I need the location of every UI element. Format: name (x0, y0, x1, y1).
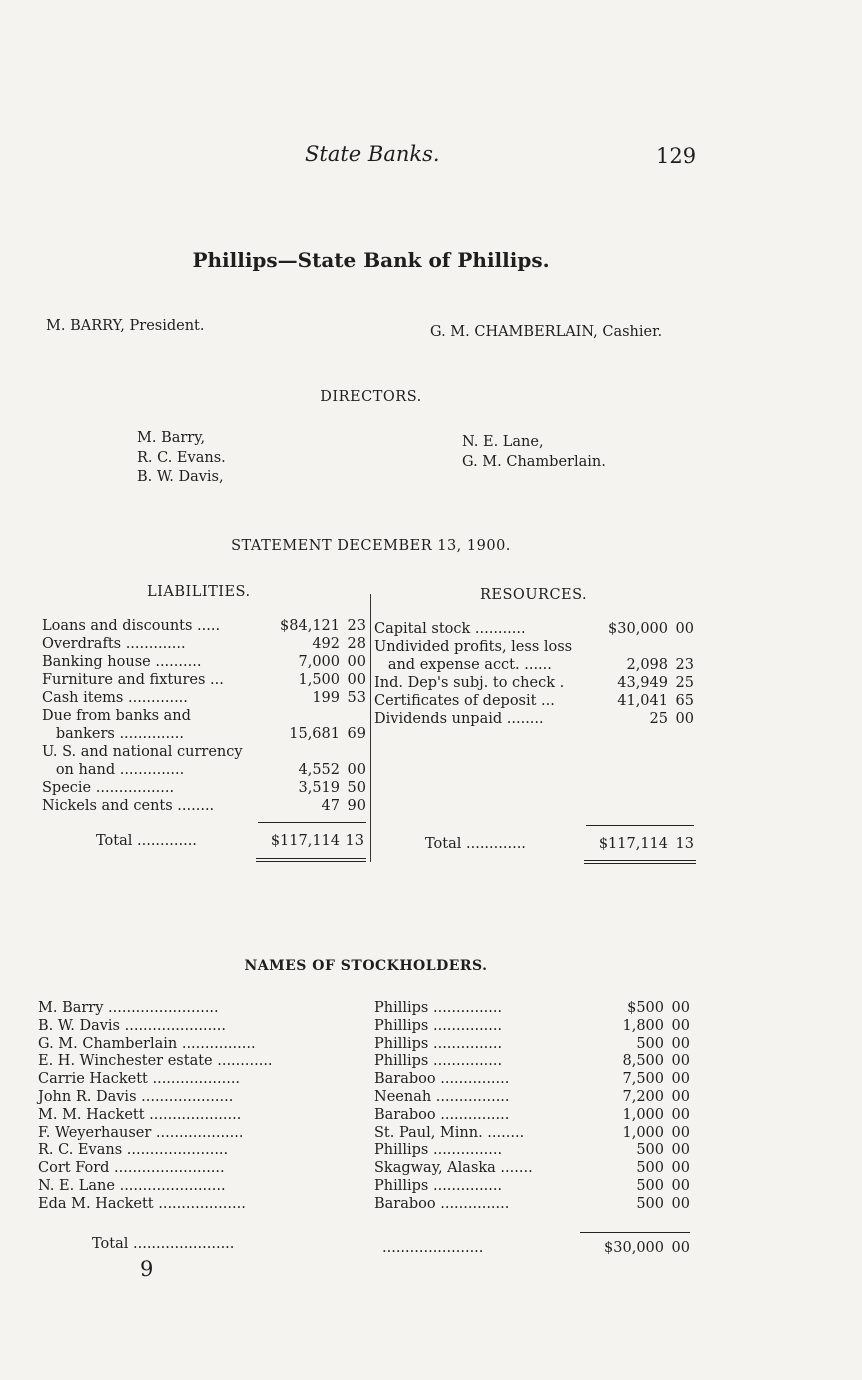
row-label: Nickels and cents ........ (42, 798, 215, 814)
table-row (374, 710, 696, 728)
row-cents: 25 (675, 675, 694, 691)
column-divider (370, 594, 371, 862)
liabilities-total-cents: 13 (345, 833, 364, 849)
resources-total-rule (586, 825, 694, 826)
row-label: U. S. and national currency (42, 744, 243, 760)
stockholder-name: M. Barry ........................ (38, 1000, 219, 1016)
stockholders-total-cents: 00 (671, 1240, 690, 1256)
table-row (374, 692, 696, 710)
stockholder-name: F. Weyerhauser ................... (38, 1124, 244, 1141)
cashier: G. M. CHAMBERLAIN, Cashier. (430, 324, 663, 340)
row-dollars: 4,552 (298, 762, 340, 778)
row-cents: 65 (675, 693, 694, 709)
table-row (42, 635, 368, 653)
resources-heading: RESOURCES. (480, 587, 588, 603)
director-left-2: R. C. Evans. (137, 450, 226, 466)
row-dollars: 492 (312, 636, 340, 652)
row-dollars: $84,121 (280, 618, 340, 634)
statement-title: STATEMENT DECEMBER 13, 1900. (231, 538, 511, 554)
row-label: Furniture and fixtures ... (42, 672, 224, 688)
stockholder-dollars: 1,000 (622, 1106, 664, 1123)
stockholder-cents: 00 (671, 1106, 690, 1123)
stockholder-cents: 00 (671, 1035, 690, 1052)
table-row (38, 1036, 694, 1054)
table-row (42, 707, 368, 725)
table-row (374, 674, 696, 692)
row-label: Overdrafts ............. (42, 636, 186, 652)
table-row (38, 1000, 694, 1018)
row-dollars: 3,519 (298, 780, 340, 796)
stockholder-cents: 00 (671, 1178, 690, 1194)
row-label: bankers .............. (42, 726, 184, 742)
stockholder-residence: Baraboo ............... (374, 1195, 510, 1212)
row-cents: 23 (347, 618, 366, 634)
stockholder-residence: St. Paul, Minn. ........ (374, 1124, 525, 1141)
signature-mark: 9 (140, 1257, 154, 1281)
stockholder-residence: Phillips ............... (374, 1053, 503, 1070)
stockholder-dollars: 500 (636, 1160, 664, 1177)
stockholder-name: B. W. Davis ...................... (38, 1017, 227, 1034)
liabilities-total-label: Total ............. (96, 833, 197, 849)
bank-title: Phillips—State Bank of Phillips. (192, 248, 550, 272)
stockholder-cents: 00 (671, 1053, 690, 1070)
stockholder-cents: 00 (671, 1124, 690, 1141)
stockholder-dollars: 8,500 (622, 1053, 664, 1070)
table-row (42, 779, 368, 797)
stockholder-dollars: 500 (636, 1035, 664, 1052)
stockholder-dollars: 500 (636, 1195, 664, 1212)
stockholder-cents: 00 (671, 1017, 690, 1034)
stockholders-heading: NAMES OF STOCKHOLDERS. (244, 958, 488, 974)
liabilities-heading: LIABILITIES. (147, 584, 251, 600)
table-row (38, 1142, 694, 1160)
stockholder-cents: 00 (671, 1071, 690, 1088)
row-label: Loans and discounts ..... (42, 618, 221, 634)
stockholder-dollars: 500 (636, 1142, 664, 1159)
resources-total-label: Total ............. (425, 836, 526, 852)
row-label: Certificates of deposit ... (374, 693, 555, 709)
stockholder-dollars: 1,800 (622, 1017, 664, 1034)
running-title: State Banks. (305, 142, 440, 166)
liabilities-total-rule (258, 822, 366, 823)
stockholder-residence: Phillips ............... (374, 1017, 503, 1034)
resources-total-cents: 13 (675, 836, 694, 852)
stockholder-residence: Neenah ................ (374, 1089, 510, 1105)
stockholder-name: Cort Ford ........................ (38, 1160, 225, 1177)
director-right-2: G. M. Chamberlain. (462, 454, 606, 470)
row-dollars: 47 (321, 798, 340, 814)
liabilities-total-double-rule (256, 858, 366, 862)
stockholder-residence: Phillips ............... (374, 1178, 503, 1194)
table-row (42, 725, 368, 743)
row-dollars: 1,500 (298, 672, 340, 688)
stockholder-residence: Phillips ............... (374, 1035, 503, 1052)
stockholder-residence: Baraboo ............... (374, 1071, 510, 1088)
director-left-3: B. W. Davis, (137, 469, 224, 485)
stockholder-residence: Skagway, Alaska ....... (374, 1160, 533, 1177)
row-dollars: 25 (649, 711, 668, 727)
row-cents: 50 (347, 780, 366, 796)
row-label: on hand .............. (42, 762, 185, 778)
row-label: Dividends unpaid ........ (374, 711, 544, 727)
row-label: Due from banks and (42, 708, 191, 724)
stockholders-total-label: Total ...................... (92, 1236, 235, 1252)
stockholder-name: John R. Davis .................... (38, 1089, 234, 1105)
stockholder-dollars: 7,500 (622, 1071, 664, 1088)
table-row (374, 638, 696, 656)
stockholder-cents: 00 (671, 1089, 690, 1105)
table-row (38, 1196, 694, 1214)
stockholders-total-rule (580, 1232, 690, 1233)
stockholder-name: Eda M. Hackett ................... (38, 1195, 246, 1212)
row-cents: 00 (347, 762, 366, 778)
table-row (38, 1018, 694, 1036)
table-row (38, 1160, 694, 1178)
row-cents: 23 (675, 657, 694, 673)
table-row (38, 1178, 694, 1196)
president: M. BARRY, President. (46, 318, 205, 334)
table-row (38, 1125, 694, 1143)
row-label: Specie ................. (42, 780, 175, 796)
stockholder-cents: 00 (671, 1195, 690, 1212)
directors-heading: DIRECTORS. (320, 389, 422, 405)
stockholder-name: Carrie Hackett ................... (38, 1071, 241, 1088)
stockholder-dollars: 1,000 (622, 1124, 664, 1141)
stockholder-dollars: $500 (627, 1000, 664, 1016)
stockholder-dollars: 7,200 (622, 1089, 664, 1105)
row-dollars: 15,681 (289, 726, 340, 742)
table-row (38, 1053, 694, 1071)
table-row (42, 671, 368, 689)
page-number: 129 (656, 144, 697, 168)
stockholder-name: E. H. Winchester estate ............ (38, 1053, 273, 1070)
table-row (42, 653, 368, 671)
row-cents: 53 (347, 690, 366, 706)
stockholders-total-leader: ...................... (382, 1240, 484, 1256)
row-label: Capital stock ........... (374, 621, 526, 637)
row-label: Undivided profits, less loss (374, 639, 573, 655)
resources-total-double-rule (584, 860, 696, 864)
stockholder-residence: Baraboo ............... (374, 1106, 510, 1123)
row-label: Cash items ............. (42, 690, 188, 706)
stockholder-residence: Phillips ............... (374, 1000, 503, 1016)
table-row (42, 689, 368, 707)
stockholder-residence: Phillips ............... (374, 1142, 503, 1159)
row-cents: 28 (347, 636, 366, 652)
row-dollars: 41,041 (617, 693, 668, 709)
director-right-1: N. E. Lane, (462, 434, 544, 450)
row-dollars: 43,949 (617, 675, 668, 691)
table-row (374, 656, 696, 674)
table-row (38, 1089, 694, 1107)
row-label: and expense acct. ...... (374, 657, 552, 673)
row-label: Ind. Dep's subj. to check . (374, 675, 565, 691)
stockholders-total-dollars: $30,000 (604, 1240, 664, 1256)
stockholder-dollars: 500 (636, 1178, 664, 1194)
row-cents: 00 (347, 672, 366, 688)
row-dollars: 199 (312, 690, 340, 706)
row-dollars: 7,000 (298, 654, 340, 670)
table-row (42, 743, 368, 761)
resources-total-dollars: $117,114 (598, 836, 668, 852)
row-cents: 00 (347, 654, 366, 670)
liabilities-total-dollars: $117,114 (270, 833, 340, 849)
table-row (374, 620, 696, 638)
stockholder-name: R. C. Evans ...................... (38, 1142, 229, 1159)
row-cents: 90 (347, 798, 366, 814)
table-row (42, 617, 368, 635)
row-cents: 00 (675, 711, 694, 727)
stockholder-cents: 00 (671, 1000, 690, 1016)
stockholder-name: M. M. Hackett .................... (38, 1106, 242, 1123)
row-cents: 69 (347, 726, 366, 742)
row-label: Banking house .......... (42, 654, 202, 670)
table-row (42, 761, 368, 779)
stockholder-name: N. E. Lane ....................... (38, 1178, 226, 1194)
row-dollars: $30,000 (608, 621, 668, 637)
row-dollars: 2,098 (626, 657, 668, 673)
row-cents: 00 (675, 621, 694, 637)
stockholder-cents: 00 (671, 1142, 690, 1159)
table-row (38, 1107, 694, 1125)
stockholder-name: G. M. Chamberlain ................ (38, 1035, 256, 1052)
table-row (38, 1071, 694, 1089)
table-row (42, 797, 368, 815)
director-left-1: M. Barry, (137, 430, 206, 446)
stockholder-cents: 00 (671, 1160, 690, 1177)
